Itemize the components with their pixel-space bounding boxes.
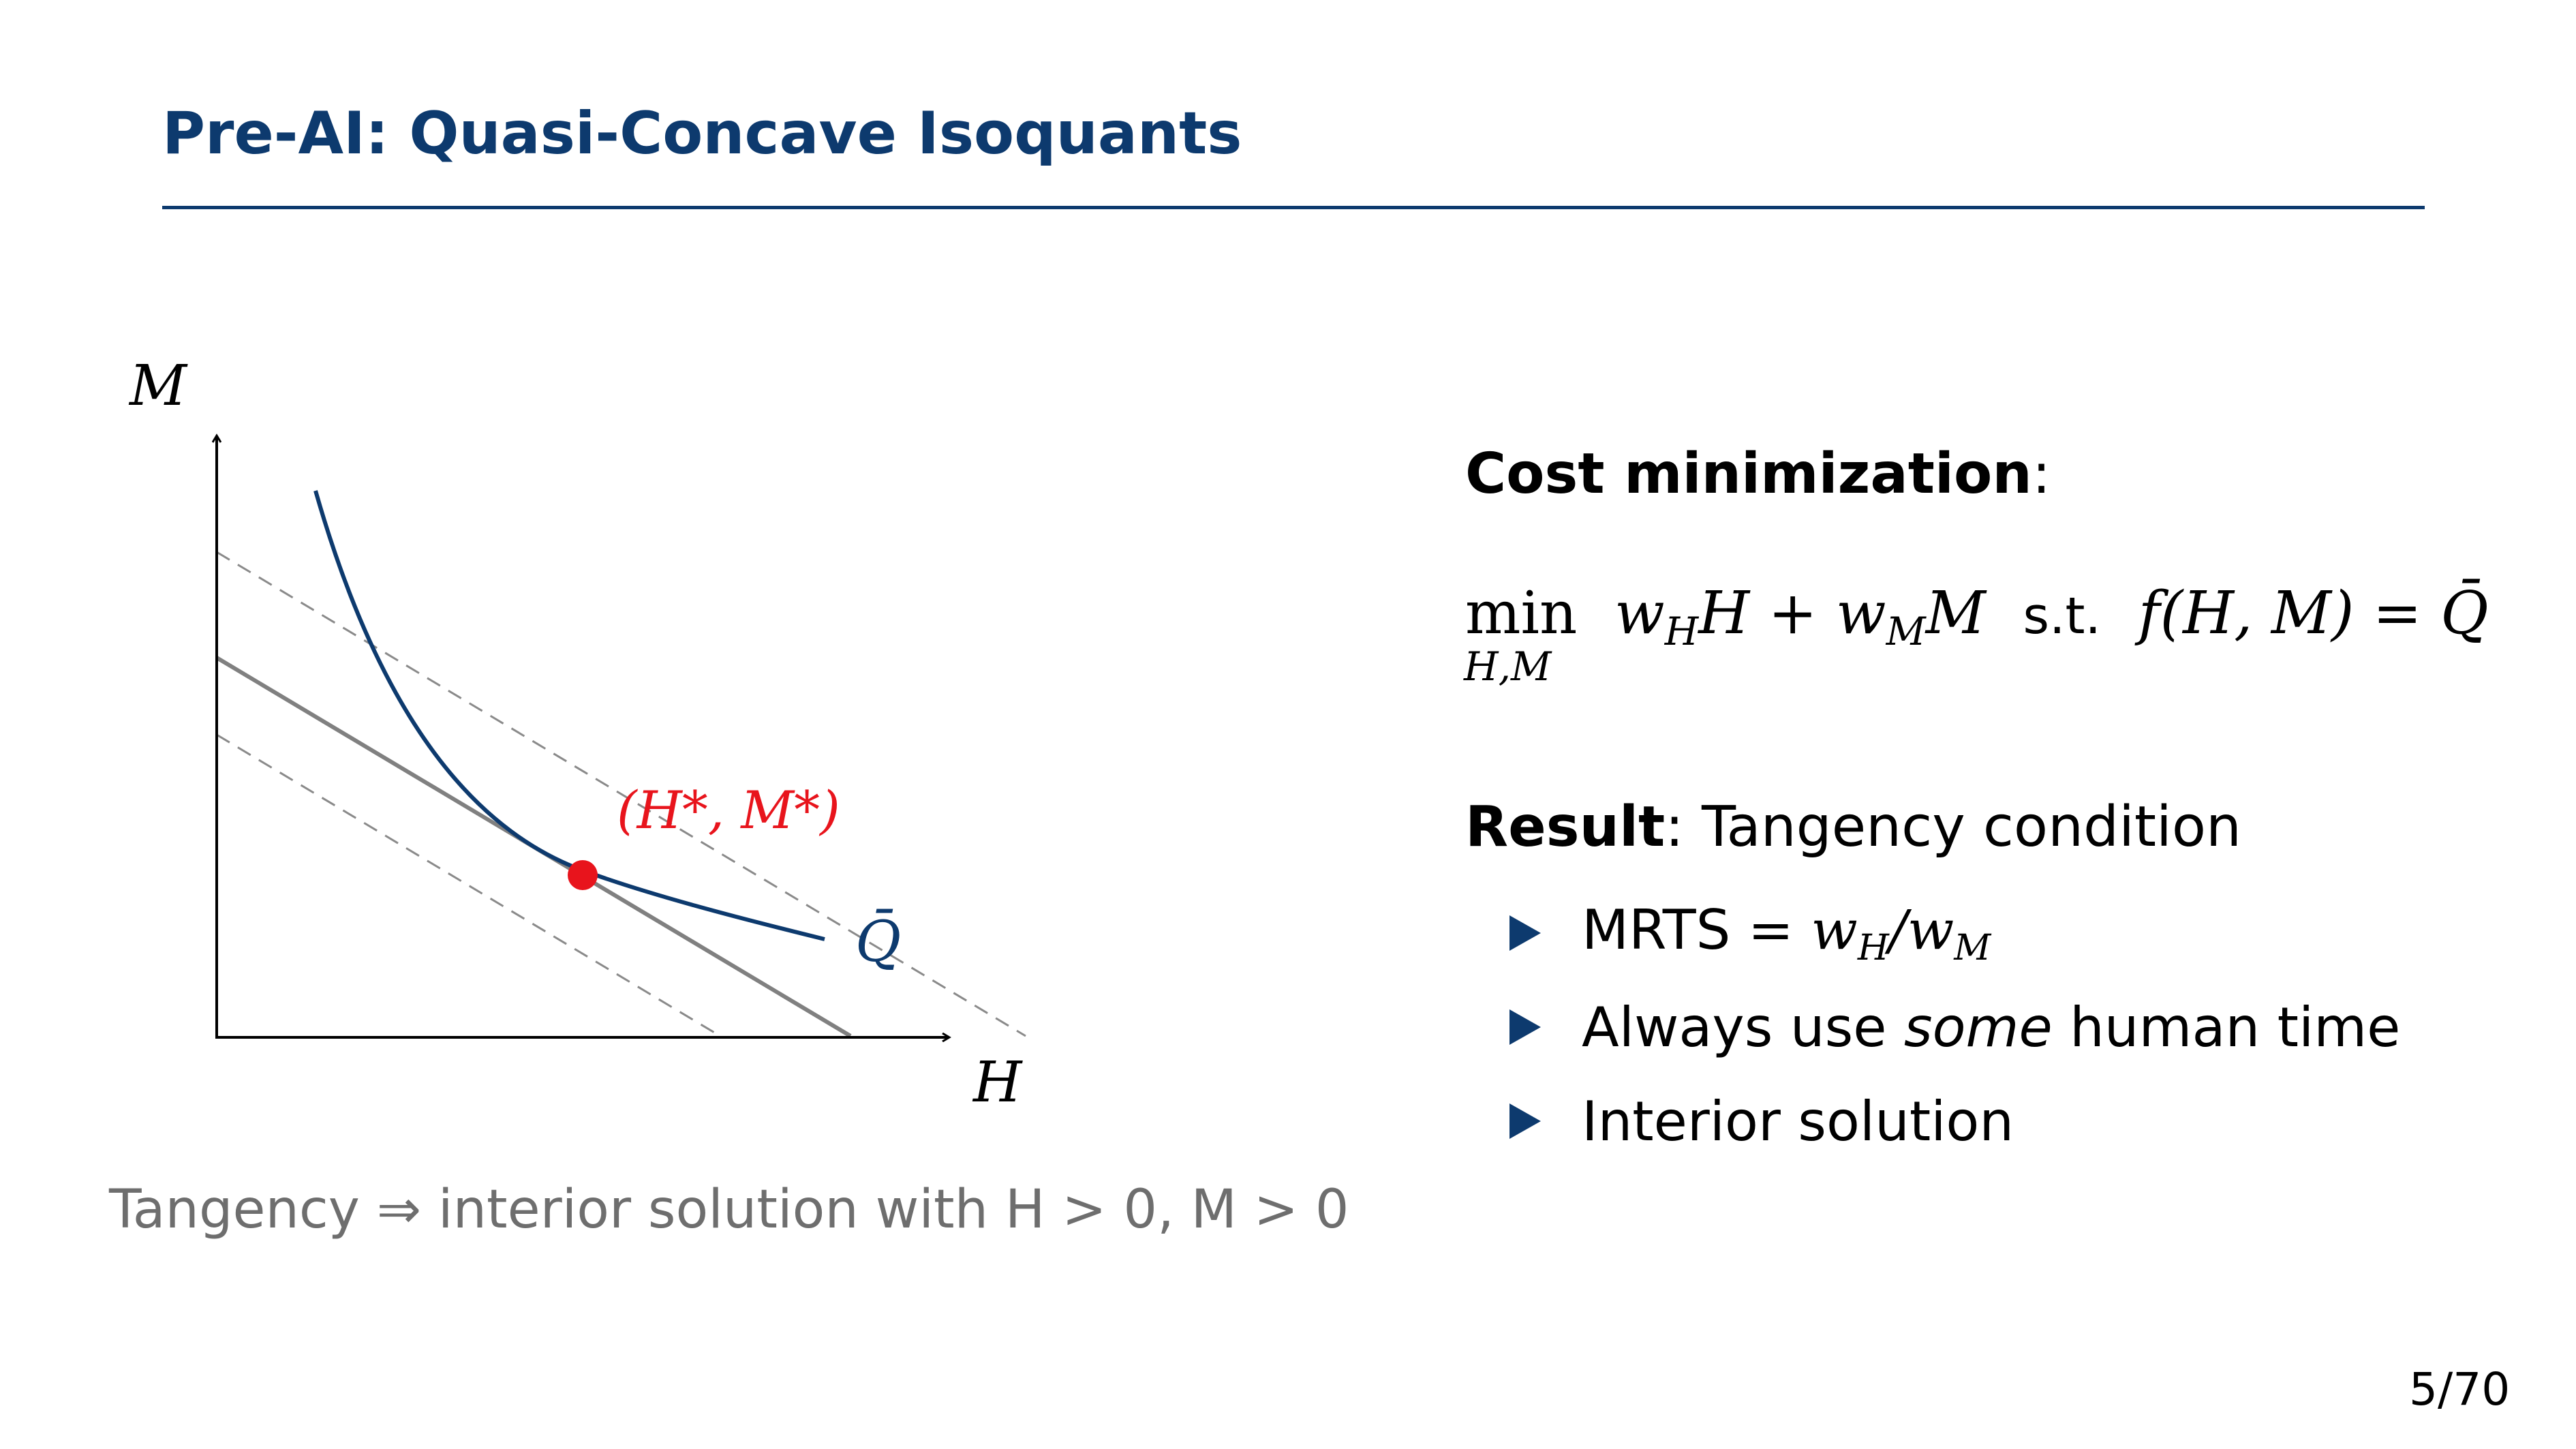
optimum-label: (H*, M*) [617,780,840,840]
result-bullet-list [1509,886,2400,1168]
objective-expression: $w_HH + w_MM$ [1595,579,1986,655]
heading-colon: : [2031,442,2051,506]
isoquant-diagram [0,0,1090,1159]
bullet-triangle-icon [1509,915,1541,951]
min-operator: min H,M [1464,579,1578,690]
bullet-triangle-icon [1509,1103,1541,1139]
bullet-human-time [1509,980,2400,1074]
bullet-human-time-display: Always use some human time [1582,995,2401,1059]
slide-title: Pre-AI: Quasi-Concave Isoquants [162,100,1242,168]
diagram-caption: Tangency ⇒ interior solution with H > 0, M > 0 [109,1179,1349,1240]
result-heading [1465,795,2241,859]
bullet-interior [1509,1074,2400,1168]
cost-minimization-heading [1465,442,2051,506]
optimum-point [568,860,598,890]
x-axis-label: H [973,1050,1022,1115]
cost-minimization-formula [1464,579,2489,690]
page-number: 5/70 [2409,1363,2511,1416]
y-axis-label: M [129,354,187,418]
bullet-mrts-display: MRTS = $w_H/w_M$ [1582,898,1991,968]
such-that-word: s.t. [2023,587,2102,645]
cost-minimization-title: Cost minimization [1465,442,2032,506]
bullet-triangle-icon [1509,1009,1541,1045]
result-title: Result [1465,795,1666,859]
constraint-expression: f(H, M) = Q̄ [2138,579,2489,647]
bullet-mrts [1509,886,2400,980]
isoquant-label: Q̄ [855,910,902,975]
min-operator-subscript: H,M [1464,643,1552,690]
result-text: : Tangency condition [1665,795,2241,859]
bullet-interior-text: Interior solution [1582,1089,2014,1153]
